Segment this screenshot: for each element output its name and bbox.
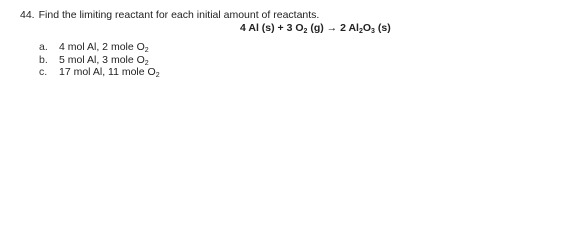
chemical-equation [240,22,391,34]
equation-subscript: 2 [358,28,363,35]
equation-arrow-part: (g) → 2 Al [307,22,359,34]
option-text [59,66,160,79]
option-letter: c. [39,66,48,78]
option-c [39,66,160,79]
option-letter: b. [39,53,48,66]
option-b [39,54,160,67]
option-text [59,54,149,67]
equation-subscript: 3 [371,28,375,35]
option-text [59,41,149,54]
option-text-main: 5 mol Al, 3 mole O [59,53,145,66]
option-text-main: 4 mol Al, 2 mole O [59,41,145,53]
option-subscript: 2 [155,72,160,79]
question-number: 44. [20,9,35,21]
option-a [39,41,160,54]
equation-product-state: (s) [374,22,391,34]
question-prompt [20,9,319,21]
option-subscript: 2 [144,59,149,67]
equation-subscript: 2 [303,28,308,35]
option-letter: a. [39,41,48,53]
question-text: Find the limiting reactant for each initial amount of reactants. [38,9,320,21]
option-text-main: 17 mol Al, 11 mole O [59,66,156,78]
option-subscript: 2 [144,47,149,54]
equation-product-part: O [362,22,372,34]
answer-options-list [39,41,160,79]
equation-reactants: 4 Al (s) + 3 O [240,22,304,34]
